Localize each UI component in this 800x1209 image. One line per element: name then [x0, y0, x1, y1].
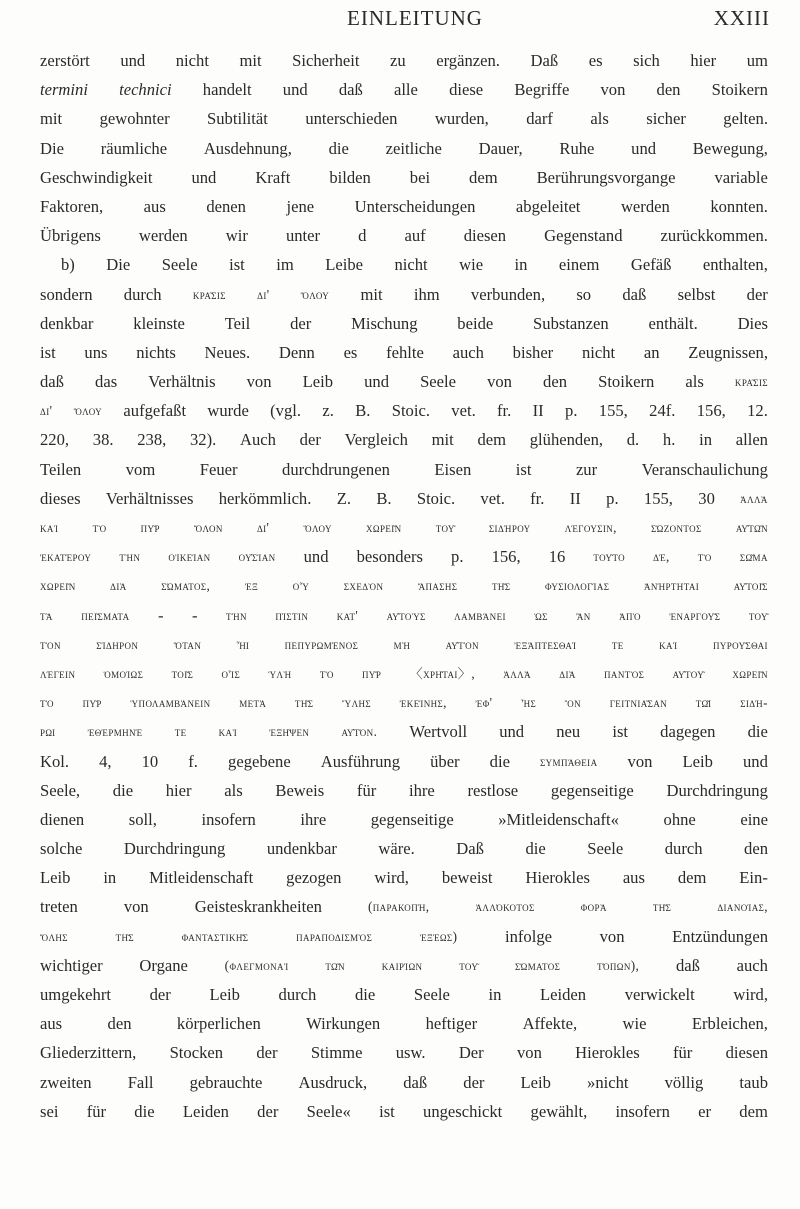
text-line: Übrigens werden wir unter d auf diesen Gegenstand zurückkommen.: [40, 226, 768, 246]
text-line: Gliederzittern, Stocken der Stimme usw. Der von Hierokles für diesen: [40, 1043, 768, 1063]
text-line: καὶ τὸ πῦρ ὅλον δι' ὅλου χωρεῖν τοῦ σιδήρου λέγουσιν, σώζοντος αὐτῶν: [40, 520, 768, 535]
text-line: wichtiger Organe (φλεγμοναὶ τῶν καιρίων τοῦ σώματος τόπων), daß auch: [40, 955, 768, 975]
text-line: ist uns nichts Neues. Denn es fehlte auch bisher nicht an Zeugnissen,: [40, 342, 768, 362]
running-head-title: EINLEITUNG: [347, 6, 483, 30]
text-line: χωρεῖν διὰ σώματος, ἐξ οὗ σχεδὸν ἅπασης τῆς φυσιολογίας ἀνήρτηται αὐτοῖς: [40, 578, 768, 594]
text-line: Seele, die hier als Beweis für ihre restlose gegenseitige Durchdringung: [40, 780, 768, 800]
text-line: Geschwindigkeit und Kraft bilden bei dem Berührungsvorgange variable: [40, 167, 768, 187]
text-line: ρῳ ἐθέρμηνέ τε καὶ ἐξῆψεν αὐτόν. Wertvoll und neu ist dagegen die: [40, 722, 768, 742]
text-line: sei für die Leiden der Seele« ist ungeschickt gewählt, insofern er dem: [40, 1101, 768, 1121]
text-line: Faktoren, aus denen jene Unterscheidungen abgeleitet werden konnten.: [40, 196, 768, 216]
text-line: Kol. 4, 10 f. gegebene Ausführung über die συμπάθεια von Leib und: [40, 751, 768, 771]
text-line: Die räumliche Ausdehnung, die zeitliche Dauer, Ruhe und Bewegung,: [40, 138, 768, 158]
text-line: denkbar kleinste Teil der Mischung beide Substanzen enthält. Dies: [40, 313, 768, 333]
text-line: zerstört und nicht mit Sicherheit zu ergänzen. Daß es sich hier um: [40, 51, 768, 70]
text-line: Leib in Mitleidenschaft gezogen wird, beweist Hierokles aus dem Ein-: [40, 868, 768, 888]
text-line: termini technici handelt und daß alle diese Begriffe von den Stoikern: [40, 80, 768, 100]
body-text: [40, 46, 768, 1126]
running-head: [60, 4, 770, 34]
text-line: sondern durch κρᾶσις δι' ὅλου mit ihm verbunden, so daß selbst der: [40, 284, 768, 304]
text-line: treten von Geisteskrankheiten (παρακοπή, ἀλλόκοτος φορὰ τῆς διανοίας,: [40, 897, 768, 917]
text-line: 220, 38. 238, 32). Auch der Vergleich mit dem glühenden, d. h. in allen: [40, 430, 768, 450]
text-line: τὸ πῦρ ὑπολαμβάνειν μετὰ τῆς ὕλης ἐκείνης, ἐφ' ἧς ὂν γειτνιᾶσαν τῷ σιδή-: [40, 695, 768, 711]
text-line: umgekehrt der Leib durch die Seele in Leiden verwickelt wird,: [40, 985, 768, 1004]
text-line: τὸν σίδηρον ὅταν ᾖ πεπυρωμένος μὴ αὐτὸν ἐξάπτεσθαί τε καὶ πυροῦσθαι: [40, 636, 768, 652]
text-line: mit gewohnter Subtilität unterschieden wurden, darf als sicher gelten.: [40, 109, 768, 129]
text-line: Teilen vom Feuer durchdrungenen Eisen ist zur Veranschaulichung: [40, 459, 768, 479]
text-line: dienen soll, insofern ihre gegenseitige »Mitleidenschaft« ohne eine: [40, 809, 768, 829]
text-line: τὰ πεῖσματα - - τὴν πίστιν κατ' αὐτοὺς λαμβάνει ὡς ἂν ἀπὸ ἐναργοῦς τοῦ: [40, 605, 768, 625]
text-line: λέγειν ὁμοίως τοῖς οἷς ὑλὴ τὸ πῦρ 〈χρῆται〉, ἀλλὰ διὰ παντὸς αὐτοῦ χωρεῖν: [40, 665, 768, 681]
text-line: δι' ὅλου aufgefaßt wurde (vgl. z. B. Stoic. vet. fr. II p. 155, 24f. 156, 12.: [40, 401, 768, 421]
text-line: solche Durchdringung undenkbar wäre. Daß die Seele durch den: [40, 839, 768, 859]
text-line: aus den körperlichen Wirkungen heftiger Affekte, wie Erbleichen,: [40, 1014, 768, 1034]
text-line: ἑκατέρου τὴν οἰκείαν οὐσίαν und besonders p. 156, 16 τοῦτο δέ, τὸ σῶμα: [40, 547, 768, 567]
text-line: dieses Verhältnisses herkömmlich. Z. B. Stoic. vet. fr. II p. 155, 30 ἀλλὰ: [40, 488, 768, 508]
text-line: zweiten Fall gebrauchte Ausdruck, daß der Leib »nicht völlig taub: [40, 1072, 768, 1092]
text-line: ὅλης τῆς φανταστικῆς παραποδισμὸς ἐξέως) infolge von Entzündungen: [40, 926, 768, 946]
text-line: daß das Verhältnis von Leib und Seele von den Stoikern als κρᾶσις: [40, 372, 768, 392]
text-line: b) Die Seele ist im Leibe nicht wie in einem Gefäß enthalten,: [61, 255, 768, 275]
page-number: XXIII: [713, 6, 770, 30]
